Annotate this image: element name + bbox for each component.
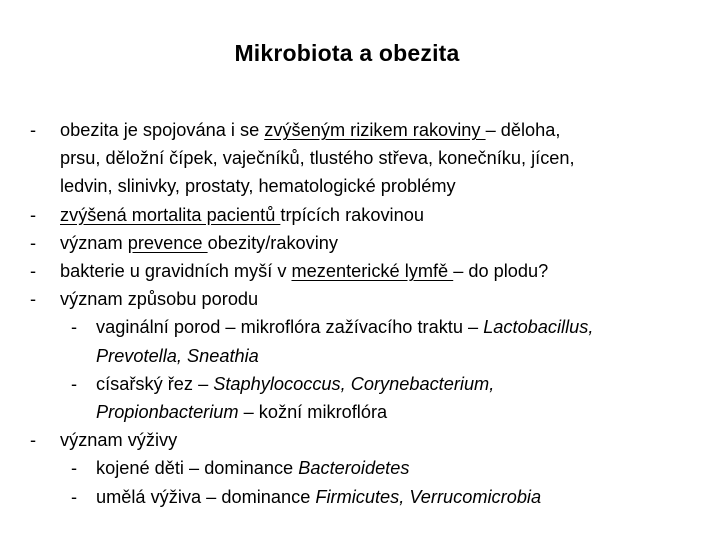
- italic-text: Prevotella, Sneathia: [96, 345, 259, 366]
- underlined-text: zvýšeným rizikem rakoviny: [264, 120, 486, 140]
- bullet-text: význam způsobu porodu: [60, 289, 259, 310]
- underlined-text: mezenterické lymfě: [291, 261, 454, 282]
- bullet-text: vaginální porod – mikroflóra zažívacího traktu –: [96, 317, 484, 338]
- bullet-dash: -: [71, 373, 78, 394]
- bullet-text: význam: [60, 232, 128, 253]
- bullet-dash: -: [30, 261, 37, 282]
- bullet-text: umělá výživa – dominance: [96, 486, 316, 507]
- bullet-birth-mode: [30, 285, 710, 313]
- bullet-continuation: prsu, děložní čípek, vaječníků, tlustého střeva, konečníku, jícen,: [60, 148, 575, 169]
- bullet-text: císařský řez –: [96, 373, 214, 394]
- sub-bullet-vaginal-birth: [30, 313, 710, 369]
- bullet-text: trpících rakovinou: [280, 204, 424, 225]
- italic-text: Propionbacterium: [96, 402, 239, 423]
- bullet-text: obezita je spojována i se: [60, 120, 265, 140]
- italic-text: Bacteroidetes: [298, 458, 410, 479]
- bullet-text: obezity/rakoviny: [207, 232, 338, 253]
- bullet-dash: -: [71, 486, 78, 507]
- bullet-dash: -: [71, 317, 78, 338]
- underlined-text: zvýšená mortalita pacientů: [60, 204, 281, 225]
- bullet-text: – do plodu?: [453, 261, 549, 282]
- italic-text: Firmicutes, Verrucomicrobia: [315, 486, 542, 507]
- bullet-continuation: ledvin, slinivky, prostaty, hematologické problémy: [60, 176, 456, 197]
- bullet-bacteria: [30, 257, 710, 285]
- slide-title: Mikrobiota a obezita: [234, 40, 460, 66]
- bullet-dash: -: [30, 430, 37, 451]
- bullet-text: – kožní mikroflóra: [238, 402, 388, 423]
- bullet-dash: -: [30, 289, 37, 310]
- bullet-dash: -: [30, 204, 37, 225]
- sub-bullet-breastfed: [30, 454, 710, 482]
- bullet-cancer-risk: [30, 116, 710, 201]
- sub-bullet-c-section: [30, 370, 710, 426]
- bullet-dash: -: [30, 120, 37, 140]
- bullet-dash: -: [71, 458, 78, 479]
- sub-bullet-formula: [30, 483, 710, 511]
- bullet-text: kojené děti – dominance: [96, 458, 299, 479]
- bullet-text: bakterie u gravidních myší v: [60, 261, 292, 282]
- bullet-dash: -: [30, 232, 37, 253]
- bullet-prevention: [30, 229, 710, 257]
- bullet-text: význam výživy: [60, 430, 178, 451]
- underlined-text: prevence: [127, 232, 208, 253]
- bullet-mortality: [30, 201, 710, 229]
- italic-text: Lactobacillus,: [483, 317, 594, 338]
- bullet-list: [30, 116, 710, 511]
- bullet-text: – děloha,: [485, 120, 561, 140]
- bullet-nutrition: [30, 426, 710, 454]
- italic-text: Staphylococcus, Corynebacterium,: [213, 373, 495, 394]
